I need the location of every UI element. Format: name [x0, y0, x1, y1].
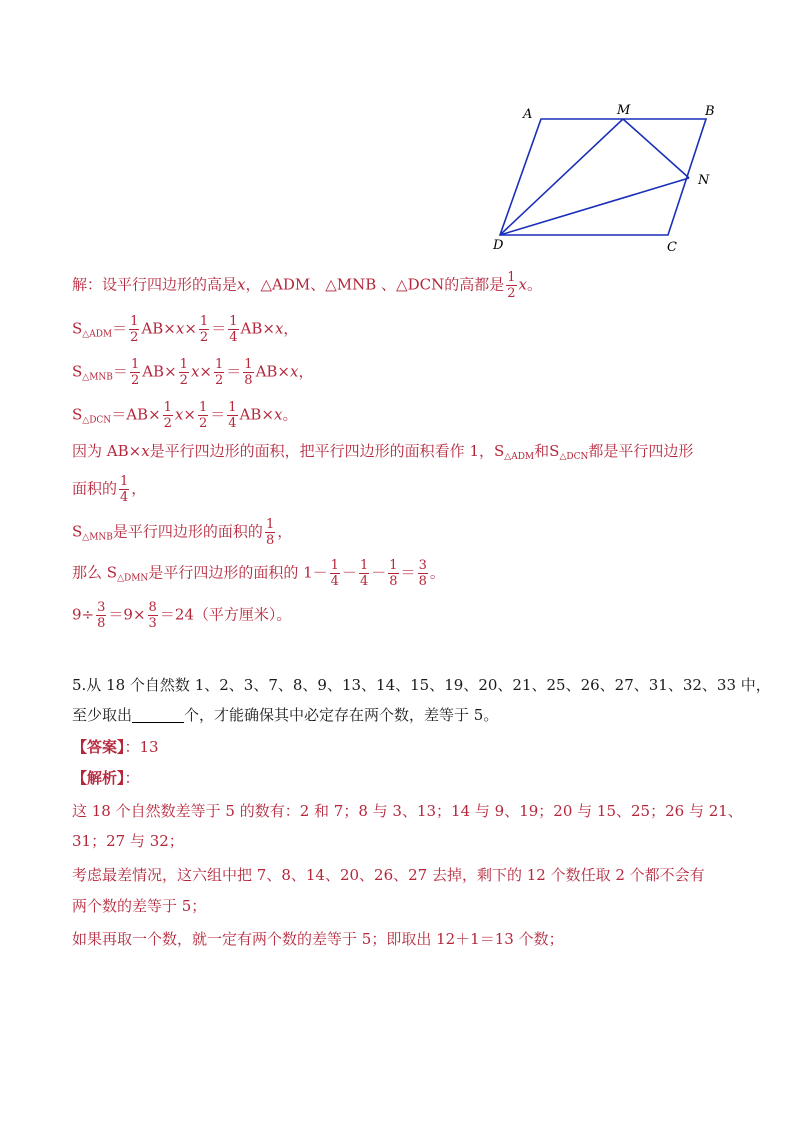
fraction: $\frac{1}{2}$ [199, 314, 209, 345]
var-x: x [237, 275, 246, 294]
analysis-line-1: 这 18 个自然数差等于 5 的数有：2 和 7；8 与 3、13；14 与 9、19；20 与 15、25；26 与 21、 [72, 802, 743, 820]
question-5-line-1: 5.从 18 个自然数 1、2、3、7、8、9、13、14、15、19、20、21、25、26、27、31、32、33 中， [72, 676, 771, 694]
answer-label: 【答案】 [72, 738, 125, 756]
solution-line-2: $S_{\triangle ADM}=$ $\frac{1}{2}$ AB×x× $\frac{1}{2}$ ＝ $\frac{1}{4}$ AB×x， [72, 314, 299, 345]
fraction: $\frac{1}{4}$ [228, 400, 237, 431]
solution-line-7: $S_{\triangle MNB}$是平行四边形的面积的 $\frac{1}{8}$ ， [72, 517, 293, 548]
fraction: $\frac{1}{2}$ [179, 357, 188, 388]
solution-line-3: $S_{\triangle MNB}=$ $\frac{1}{2}$ AB× $\frac{1}{2}$ x× $\frac{1}{2}$ ＝ $\frac{1}{8}$ AB×x， [72, 357, 314, 388]
solution-line-8: 那么 $S_{\triangle DMN}$是平行四边形的面积的 1－ $\frac{1}{4}$ － $\frac{1}{4}$ － $\frac{1}{8}$ ＝ $\frac{3}{8}$ 。 [72, 558, 445, 589]
fraction: $\frac{8}{3}$ [148, 600, 157, 631]
analysis-label: 【解析】 [72, 769, 125, 787]
label-M: M [617, 103, 631, 118]
fraction: $\frac{1}{4}$ [330, 558, 339, 589]
fraction: $\frac{1}{4}$ [120, 474, 129, 505]
fraction: $\frac{1}{4}$ [359, 558, 369, 589]
analysis-line-3: 考虑最差情况，这六组中把 7、8、14、20、26、27 去掉，剩下的 12 个数任取 2 个都不会有 [72, 866, 705, 884]
label-N: N [698, 173, 710, 188]
solution-line-6: 面积的 $\frac{1}{4}$ ， [72, 474, 147, 505]
fraction: $\frac{1}{4}$ [229, 314, 238, 345]
answer-line [72, 736, 159, 758]
fraction: $\frac{1}{2}$ [130, 314, 139, 345]
analysis-line-2: 31；27 与 32； [72, 832, 184, 850]
question-5-line-2: 至少取出 个，才能确保其中必定存在两个数，差等于 5。 [72, 706, 499, 724]
solution-line-1: 解：设平行四边形的高是x，△ADM、△MNB 、△DCN的高都是 $\frac{1}{2}$ x。 [72, 270, 542, 301]
analysis-line-4: 两个数的差等于 5； [72, 897, 207, 915]
text: ，△ADM、△MNB 、△DCN的高都是 [245, 275, 505, 294]
fraction: $\frac{1}{2}$ [198, 400, 208, 431]
parallelogram-figure [486, 98, 726, 258]
fraction: $\frac{1}{8}$ [389, 558, 398, 589]
label-D: D [493, 238, 504, 253]
subscript: △DCN [82, 415, 112, 426]
fraction: $\frac{1}{2}$ [214, 357, 224, 388]
answer-blank [132, 706, 184, 723]
label-A: A [523, 107, 533, 122]
fraction: $\frac{1}{2}$ [507, 270, 516, 301]
fraction: $\frac{1}{8}$ [265, 517, 275, 548]
segment-mn [623, 119, 689, 178]
analysis-header: 【解析】： [72, 769, 140, 787]
subscript: △MNB [82, 372, 113, 383]
fraction: $\frac{1}{2}$ [163, 400, 172, 431]
fraction: $\frac{1}{2}$ [130, 357, 140, 388]
solution-line-9: 9÷ $\frac{3}{8}$ ＝9× $\frac{8}{3}$ ＝24（平方厘米）。 [72, 600, 292, 631]
answer-value: ：13 [124, 738, 159, 756]
subscript: △ADM [82, 329, 113, 340]
fraction: $\frac{3}{8}$ [97, 600, 106, 631]
text: 解：设平行四边形的高是 [72, 275, 238, 294]
solution-line-4: $S_{\triangle DCN}=AB\times$ $\frac{1}{2}$ x× $\frac{1}{2}$ ＝ $\frac{1}{4}$ AB×x。 [72, 400, 298, 431]
analysis-line-5: 如果再取一个数，就一定有两个数的差等于 5；即取出 12＋1＝13 个数； [72, 930, 564, 948]
label-C: C [667, 240, 677, 255]
fraction: $\frac{3}{8}$ [418, 558, 427, 589]
parallelogram-outline [500, 119, 706, 235]
segment-dm [500, 119, 623, 235]
segment-dn [500, 178, 689, 235]
fraction: $\frac{1}{8}$ [244, 357, 253, 388]
label-B: B [705, 104, 715, 119]
solution-line-5: 因为 AB×x是平行四边形的面积，把平行四边形的面积看作 1，$S_{\triangle ADM}$和$S_{\triangle DCN}$都是平行四边形 [72, 442, 694, 462]
